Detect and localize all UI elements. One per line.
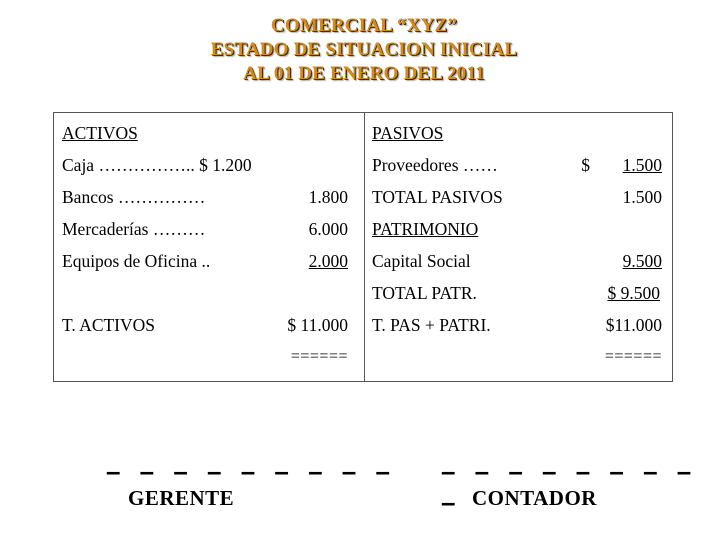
total-pasivos-amount: 1.500	[622, 187, 662, 207]
mercaderias-amount: 6.000	[308, 219, 348, 239]
patrimonio-heading-row	[372, 217, 662, 249]
total-patr-amount: $ 9.500	[607, 283, 660, 303]
activos-heading: ACTIVOS	[62, 123, 138, 143]
equipos-label: Equipos de Oficina ..	[62, 251, 211, 271]
activo-row-total	[62, 313, 352, 345]
proveedores-amount: 1.500	[622, 155, 662, 175]
pas-patr-label: T. PAS + PATRI.	[372, 315, 491, 335]
total-patr-label: TOTAL PATR.	[372, 283, 477, 303]
pasivo-row-total-pasivos	[372, 185, 662, 217]
company-name: COMERCIAL “XYZ”	[270, 15, 458, 36]
pas-patr-double-rule: ======	[604, 348, 662, 365]
total-activos-double-rule: ======	[290, 348, 348, 365]
statement-title: ESTADO DE SITUACION INICIAL	[210, 39, 518, 60]
contador-label: CONTADOR	[472, 486, 597, 510]
activo-row-equipos	[62, 249, 352, 281]
activo-row-blank	[62, 281, 352, 313]
activo-row-caja	[62, 153, 352, 185]
pasivo-row-proveedores	[372, 153, 662, 185]
column-divider	[364, 113, 365, 381]
proveedores-label: Proveedores ……	[372, 155, 498, 175]
proveedores-currency: $	[581, 155, 590, 175]
activo-row-mercaderias	[62, 217, 352, 249]
activo-row-rule	[62, 345, 352, 377]
activos-heading-row	[62, 121, 352, 153]
pasivo-row-total-patr	[372, 281, 662, 313]
contador-signature-line: – – – – – – – – –	[441, 456, 698, 517]
patrimonio-heading: PATRIMONIO	[372, 219, 479, 239]
pasivo-row-capital	[372, 249, 662, 281]
equipos-amount: 2.000	[308, 251, 348, 271]
balance-sheet-table	[53, 112, 673, 382]
caja-label: Caja …………….. $ 1.200	[62, 155, 252, 175]
capital-social-amount: 9.500	[622, 251, 662, 271]
pasivos-heading: PASIVOS	[372, 123, 444, 143]
total-activos-label: T. ACTIVOS	[62, 315, 156, 335]
activos-column	[62, 121, 352, 377]
pasivos-column	[372, 121, 662, 377]
pasivo-row-pas-patr	[372, 313, 662, 345]
document-header	[0, 14, 728, 86]
bancos-label: Bancos ……………	[62, 187, 206, 207]
bancos-amount: 1.800	[308, 187, 348, 207]
activo-row-bancos	[62, 185, 352, 217]
statement-date: AL 01 DE ENERO DEL 2011	[243, 63, 485, 84]
capital-social-label: Capital Social	[372, 251, 471, 271]
total-pasivos-label: TOTAL PASIVOS	[372, 187, 503, 207]
gerente-signature-line: – – – – – – – – –	[106, 456, 396, 486]
total-activos-amount: $ 11.000	[287, 315, 348, 335]
gerente-label: GERENTE	[128, 486, 235, 510]
pasivos-heading-row	[372, 121, 662, 153]
mercaderias-label: Mercaderías ………	[62, 219, 206, 239]
pas-patr-amount: $11.000	[605, 315, 662, 335]
pasivo-row-rule	[372, 345, 662, 377]
